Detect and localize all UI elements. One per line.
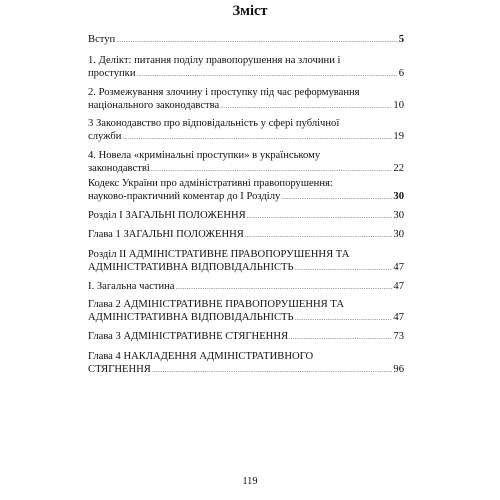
toc-entry-text: служби [88, 131, 122, 142]
dot-leader [295, 311, 393, 325]
toc-page-number: 22 [393, 163, 404, 174]
toc-entry-text: Глава 3 АДМІНІСТРАТИВНЕ СТЯГНЕННЯ [88, 331, 289, 342]
toc-entry-text: 3 Законодавство про відповідальність у сфері публічної [88, 118, 340, 129]
dot-leader [122, 130, 392, 144]
toc-entry-text: 2. Розмежування злочину і проступку під час реформування [88, 87, 360, 98]
dot-leader [295, 261, 393, 275]
toc-page-number: 96 [393, 364, 404, 375]
dot-leader [289, 330, 392, 344]
toc-entry-text: АДМІНІСТРАТИВНА ВІДПОВІДАЛЬНІСТЬ [88, 262, 294, 273]
toc-entry-text: науково-практичний коментар до І Розділу [88, 191, 281, 202]
toc-page-number: 73 [393, 331, 404, 342]
footer-page-number: 119 [242, 476, 258, 487]
toc-entry-text: Глава 2 АДМІНІСТРАТИВНЕ ПРАВОПОРУШЕННЯ ТА [88, 299, 344, 310]
toc-page-number: 30 [393, 210, 404, 221]
toc-entry [88, 350, 404, 377]
toc-entry [88, 330, 404, 344]
toc-page-number: 10 [393, 100, 404, 111]
toc-entry-text: Розділ ІІ АДМІНІСТРАТИВНЕ ПРАВОПОРУШЕННЯ ТА [88, 249, 350, 260]
toc-entry-text: Глава 1 ЗАГАЛЬНІ ПОЛОЖЕННЯ [88, 229, 244, 240]
toc-entry [88, 54, 404, 81]
toc-entry-text: 4. Новела «кримінальні проступки» в українському [88, 150, 321, 161]
toc-entry [88, 280, 404, 294]
toc-page-number: 6 [398, 68, 404, 79]
toc-entry [88, 298, 404, 325]
dot-leader [176, 280, 393, 294]
toc-page-number: 47 [393, 262, 404, 273]
dot-leader [281, 190, 392, 204]
toc-page-number: 47 [393, 312, 404, 323]
dot-leader [245, 228, 393, 242]
dot-leader [247, 209, 393, 223]
toc-entry-text: Вступ [88, 34, 116, 45]
dot-leader [137, 67, 398, 81]
toc-entry-text: І. Загальна частина [88, 281, 175, 292]
toc-entry-text: АДМІНІСТРАТИВНА ВІДПОВІДАЛЬНІСТЬ [88, 312, 294, 323]
toc-entry [88, 228, 404, 242]
toc-page-number: 19 [393, 131, 404, 142]
toc-entry-text: 1. Делікт: питання поділу правопорушення на злочини і [88, 55, 341, 66]
toc-page-number: 47 [393, 281, 404, 292]
toc-page-number: 30 [393, 191, 404, 202]
toc-entry-text: СТЯГНЕННЯ [88, 364, 151, 375]
dot-leader [152, 363, 393, 377]
toc-entry-text: національного законодавства [88, 100, 220, 111]
toc-entry [88, 86, 404, 113]
dot-leader [151, 162, 393, 176]
toc-entry [88, 248, 404, 275]
dot-leader [116, 33, 397, 47]
toc-entry-text: Розділ І ЗАГАЛЬНІ ПОЛОЖЕННЯ [88, 210, 246, 221]
toc-entry-text: Кодекс України про адміністративні правопорушення: [88, 178, 333, 189]
toc-entry [88, 177, 404, 204]
toc-entry [88, 117, 404, 144]
toc-entry [88, 149, 404, 176]
toc-page-number: 5 [398, 34, 404, 45]
toc-entry-text: проступки [88, 68, 136, 79]
dot-leader [220, 99, 392, 113]
toc-entry [88, 33, 404, 47]
toc-entry-text: законодавстві [88, 163, 150, 174]
toc-page-number: 30 [393, 229, 404, 240]
toc-entry [88, 209, 404, 223]
toc-entry-text: Глава 4 НАКЛАДЕННЯ АДМІНІСТРАТИВНОГО [88, 351, 314, 362]
page-title: Зміст [232, 3, 268, 19]
